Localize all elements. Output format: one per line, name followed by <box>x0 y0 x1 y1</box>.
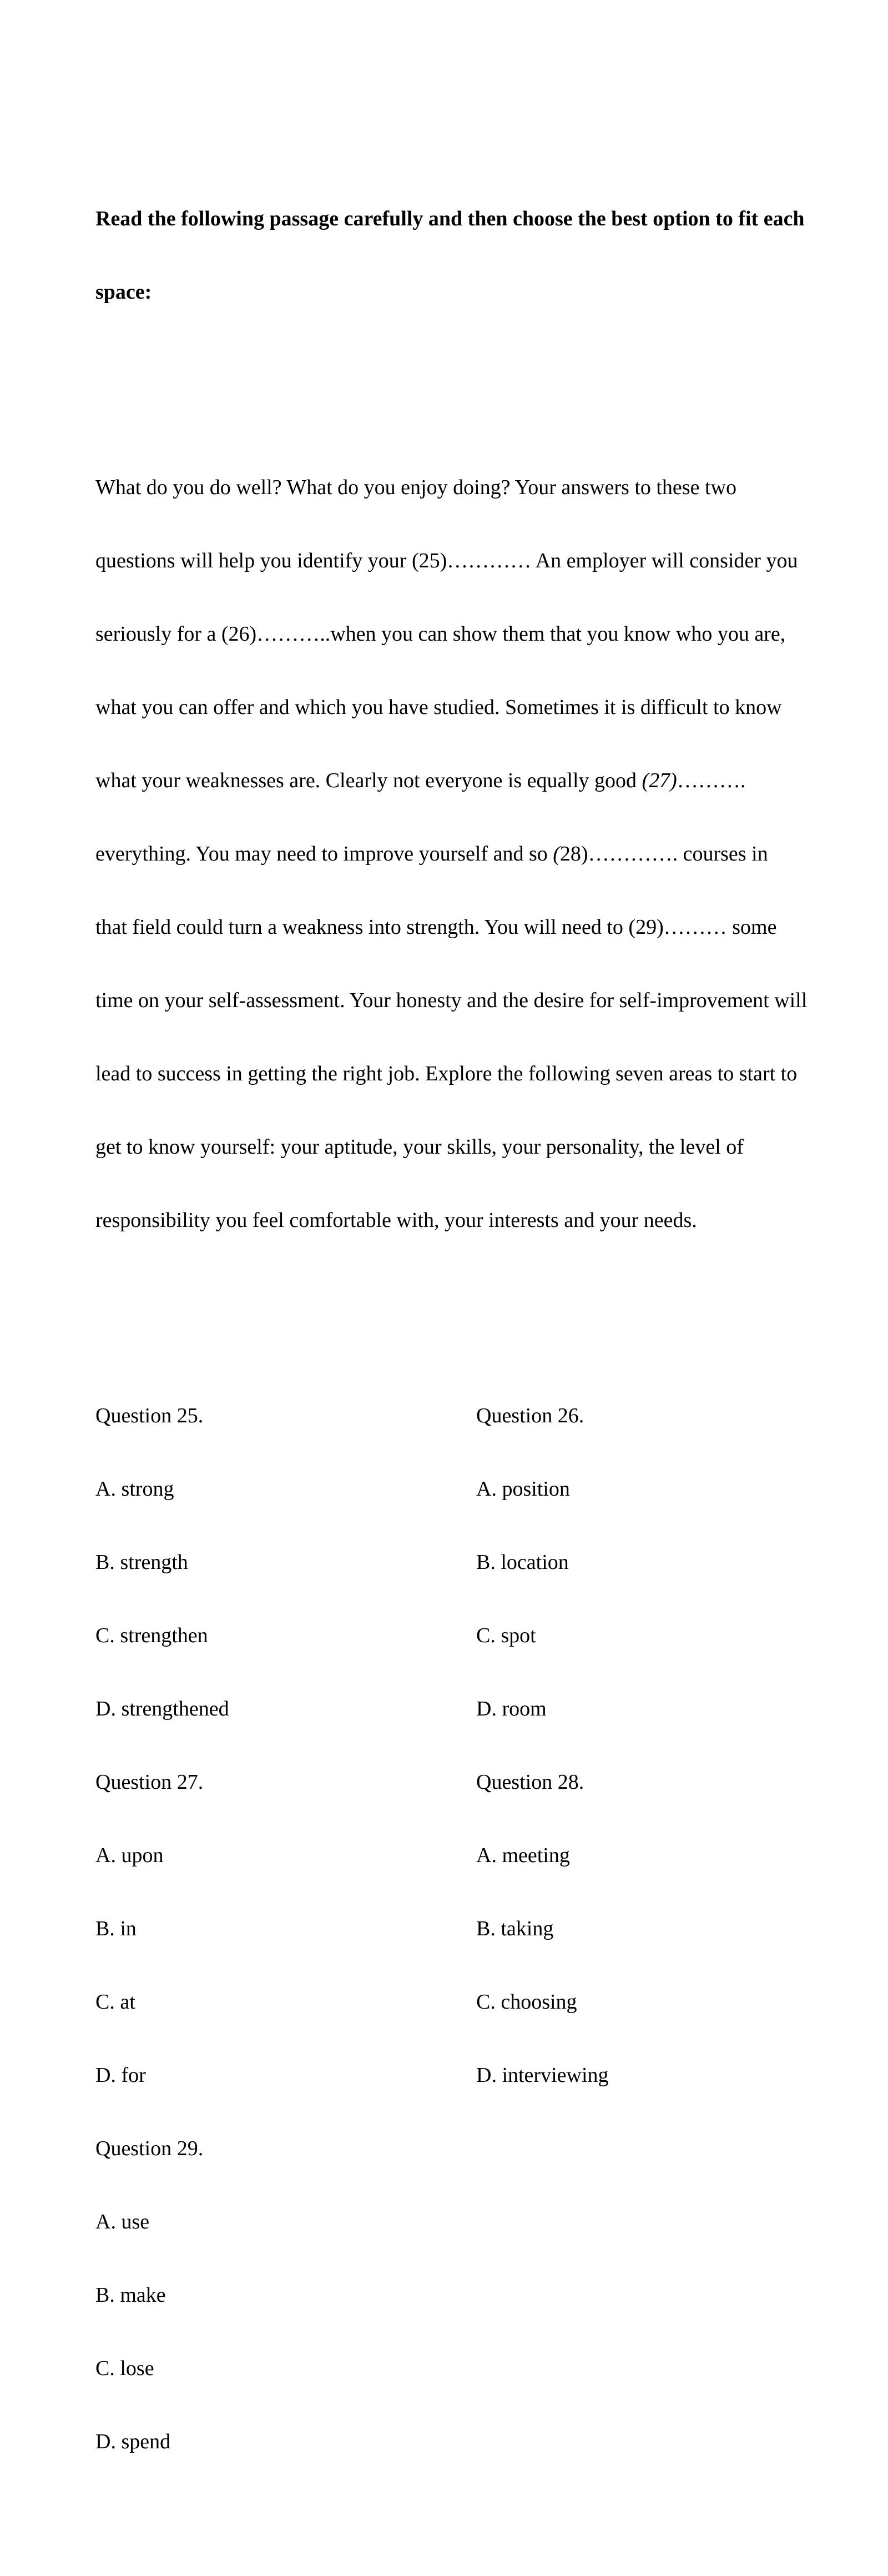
question-row <box>95 1623 823 1648</box>
question-29-option-c: C. lose <box>95 2357 154 2380</box>
question-row <box>95 1916 823 1941</box>
question-25-option-b: B. strength <box>95 1551 188 1574</box>
passage-line <box>95 768 823 793</box>
question-27-option-c: C. at <box>95 1990 135 2014</box>
question-row <box>95 2063 823 2087</box>
passage-line <box>95 475 823 500</box>
question-28-option-a: A. meeting <box>476 1844 570 1867</box>
question-27-label: Question 27. <box>95 1770 204 1794</box>
passage-line <box>95 915 823 939</box>
question-27-option-d: D. for <box>95 2064 146 2087</box>
question-28-option-b: B. taking <box>476 1917 554 1940</box>
question-25-label: Question 25. <box>95 1404 204 1427</box>
passage-text-segment: What do you do well? What do you enjoy doing? Your answers to these two <box>95 476 736 499</box>
question-row <box>95 2283 823 2307</box>
question-row <box>95 2356 823 2381</box>
question-28-option-d: D. interviewing <box>476 2064 609 2087</box>
question-26-option-c: C. spot <box>476 1624 536 1647</box>
passage-line <box>95 988 823 1013</box>
question-row <box>95 1843 823 1868</box>
passage-text-segment: what you can offer and which you have studied. Sometimes it is difficult to know <box>95 696 782 719</box>
question-row <box>95 2210 823 2234</box>
question-row <box>95 1550 823 1574</box>
cloze-passage <box>95 426 823 1281</box>
question-row <box>95 2429 823 2454</box>
passage-text-segment: everything. You may need to improve yourself and so <box>95 842 553 866</box>
passage-line <box>95 1208 823 1232</box>
passage-text-segment: 28)…………. courses in <box>559 842 768 866</box>
question-25-option-d: D. strengthened <box>95 1697 229 1720</box>
passage-text-segment: time on your self-assessment. Your honesty and the desire for self-improvement will <box>95 989 808 1012</box>
question-28-label: Question 28. <box>476 1770 584 1794</box>
passage-text-segment: responsibility you feel comfortable with, your interests and your needs. <box>95 1209 697 1232</box>
question-29-option-b: B. make <box>95 2283 166 2307</box>
passage-text-segment: seriously for a (26)………..when you can show them that you know who you are, <box>95 622 786 646</box>
question-26-option-a: A. position <box>476 1477 570 1501</box>
passage-line <box>95 622 823 646</box>
passage-line <box>95 695 823 720</box>
question-row <box>95 2136 823 2161</box>
passage-text-segment: that field could turn a weakness into strength. You will need to (29)……… some <box>95 915 777 939</box>
question-26-option-b: B. location <box>476 1551 569 1574</box>
passage-text-segment: ( <box>553 842 560 866</box>
passage-text-segment: what your weaknesses are. Clearly not everyone is equally good <box>95 769 642 792</box>
question-row <box>95 1477 823 1501</box>
question-29-option-d: D. spend <box>95 2430 171 2453</box>
question-29-label: Question 29. <box>95 2137 204 2160</box>
question-row <box>95 1697 823 1721</box>
passage-line <box>95 1061 823 1086</box>
question-25-option-a: A. strong <box>95 1477 174 1501</box>
passage-text-segment: get to know yourself: your aptitude, your skills, your personality, the level of <box>95 1135 744 1159</box>
question-26-label: Question 26. <box>476 1404 584 1427</box>
questions-section <box>95 1355 823 2503</box>
instruction-heading-line2: space: <box>95 280 152 304</box>
passage-text-segment: (27) <box>642 769 677 792</box>
question-row <box>95 1990 823 2014</box>
passage-text-segment: ………. <box>677 769 746 792</box>
document-content <box>95 84 823 2576</box>
question-27-option-a: A. upon <box>95 1844 164 1867</box>
question-row <box>95 1770 823 1794</box>
instruction-heading-line1: Read the following passage carefully and then choose the best option to fit each <box>95 207 805 230</box>
question-28-option-c: C. choosing <box>476 1990 577 2014</box>
passage-text-segment: questions will help you identify your (25)………… An employer will consider you <box>95 549 798 572</box>
question-25-option-c: C. strengthen <box>95 1624 208 1647</box>
question-27-option-b: B. in <box>95 1917 137 1940</box>
passage-text-segment: lead to success in getting the right job. Explore the following seven areas to start to <box>95 1062 798 1085</box>
passage-line <box>95 1135 823 1159</box>
question-row <box>95 1403 823 1428</box>
passage-line <box>95 549 823 573</box>
question-26-option-d: D. room <box>476 1697 547 1720</box>
instruction-heading <box>95 158 823 353</box>
passage-line <box>95 842 823 866</box>
question-29-option-a: A. use <box>95 2210 150 2233</box>
